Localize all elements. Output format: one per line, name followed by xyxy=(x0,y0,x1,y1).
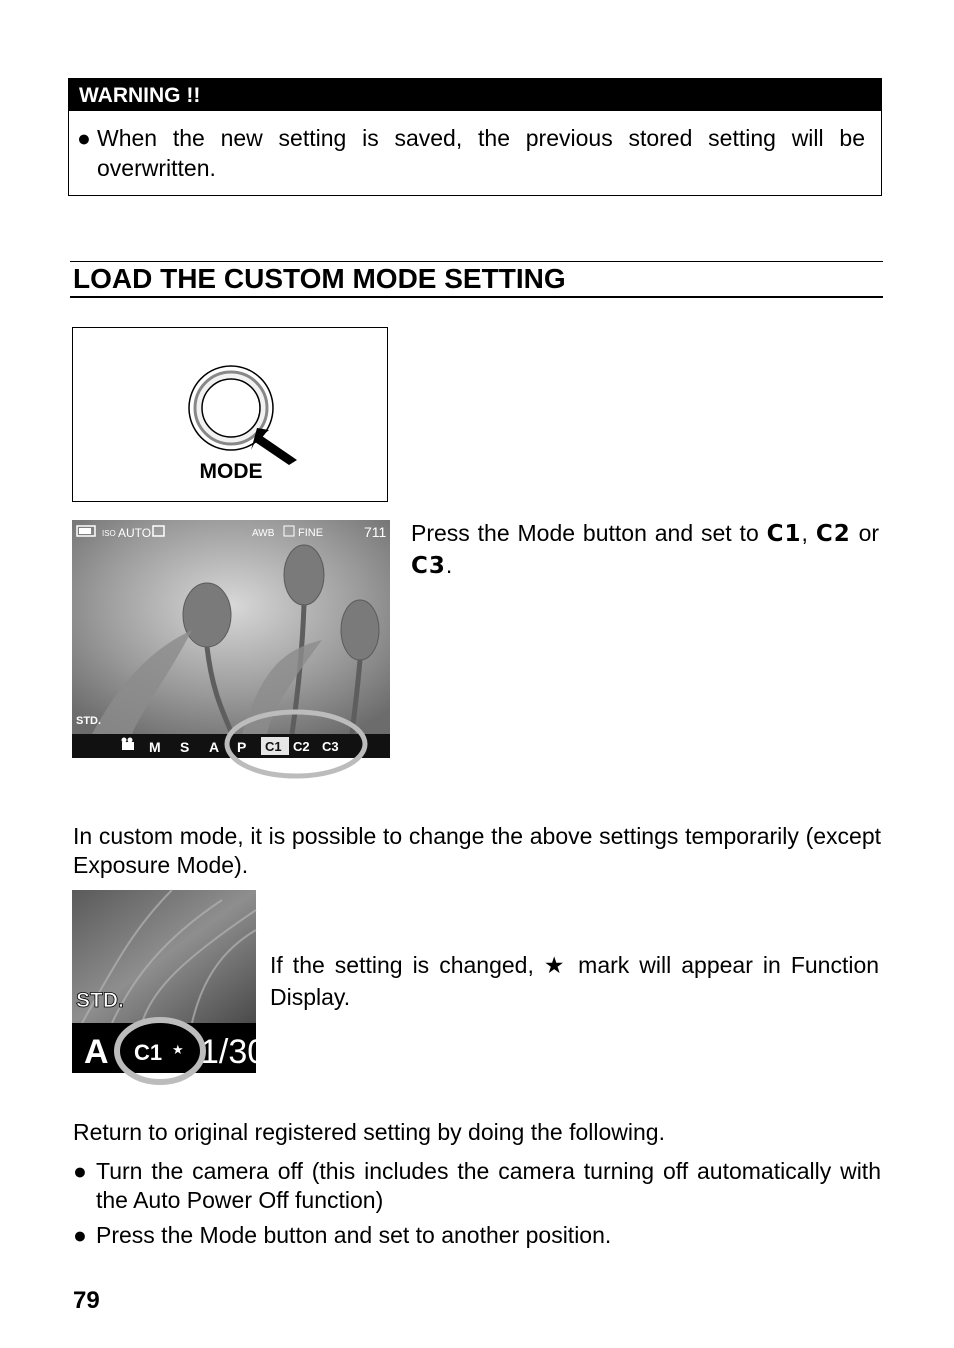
bullet-icon: ● xyxy=(73,1222,87,1248)
svg-text:AWB: AWB xyxy=(252,528,275,539)
svg-text:M: M xyxy=(149,739,161,755)
bullet-icon: ● xyxy=(73,1158,87,1184)
bullet-icon: ● xyxy=(77,125,91,151)
section-rule-bottom xyxy=(70,296,883,298)
list-item: ● Turn the camera off (this includes the camera turning off automatically with the Auto Power Off function) xyxy=(73,1158,881,1213)
step-press-mode-text: Press the Mode button and set to C1, C2 or C3. xyxy=(411,520,880,579)
star-icon: ★ xyxy=(543,953,569,979)
mode-label: MODE xyxy=(199,460,263,483)
custom-mode-paragraph: In custom mode, it is possible to change the above settings temporarily (except Exposure Mode). xyxy=(73,823,881,878)
star-icon: ★ xyxy=(172,1043,184,1058)
svg-text:ISO: ISO xyxy=(102,529,116,538)
svg-text:C1: C1 xyxy=(265,739,282,754)
list-item: ● Press the Mode button and set to another position. xyxy=(73,1222,612,1248)
page-number: 79 xyxy=(73,1287,100,1314)
tulip-shape xyxy=(284,545,324,605)
svg-text:A: A xyxy=(209,739,220,755)
tulip-shape xyxy=(183,583,231,647)
movie-icon xyxy=(122,738,135,751)
svg-text:711: 711 xyxy=(364,524,387,540)
warning-box xyxy=(68,78,882,196)
warning-title: WARNING !! xyxy=(69,79,881,111)
section-title: LOAD THE CUSTOM MODE SETTING xyxy=(73,263,566,294)
svg-text:C3: C3 xyxy=(322,739,339,754)
star-mark-text: If the setting is changed, ★ mark will appear in Function Display. xyxy=(270,952,880,1010)
return-steps-list xyxy=(73,1157,881,1256)
c3-badge: C3 xyxy=(411,553,446,579)
svg-text:C1: C1 xyxy=(134,1040,163,1065)
svg-text:STD.: STD. xyxy=(76,715,102,727)
return-paragraph: Return to original registered setting by doing the following. xyxy=(73,1119,665,1145)
svg-text:STD.: STD. xyxy=(76,989,124,1012)
tulip-shape xyxy=(341,600,379,660)
svg-text:AUTO: AUTO xyxy=(118,526,152,540)
svg-text:C2: C2 xyxy=(293,739,310,754)
warning-message: When the new setting is saved, the previous stored setting will be overwritten. xyxy=(97,125,865,181)
c2-badge: C2 xyxy=(815,521,851,547)
svg-text:FINE: FINE xyxy=(298,527,324,539)
svg-text:A: A xyxy=(84,1033,109,1071)
mode-button-illustration xyxy=(72,327,388,502)
c1-badge: C1 xyxy=(766,521,802,547)
warning-text xyxy=(77,123,865,183)
svg-text:1/30: 1/30 xyxy=(200,1033,267,1071)
svg-text:S: S xyxy=(180,739,190,755)
mode-button-icon xyxy=(73,328,387,501)
lcd-screen-function-display xyxy=(72,890,267,1086)
lcd-screen-mode-select xyxy=(72,520,390,780)
svg-text:P: P xyxy=(237,739,247,755)
